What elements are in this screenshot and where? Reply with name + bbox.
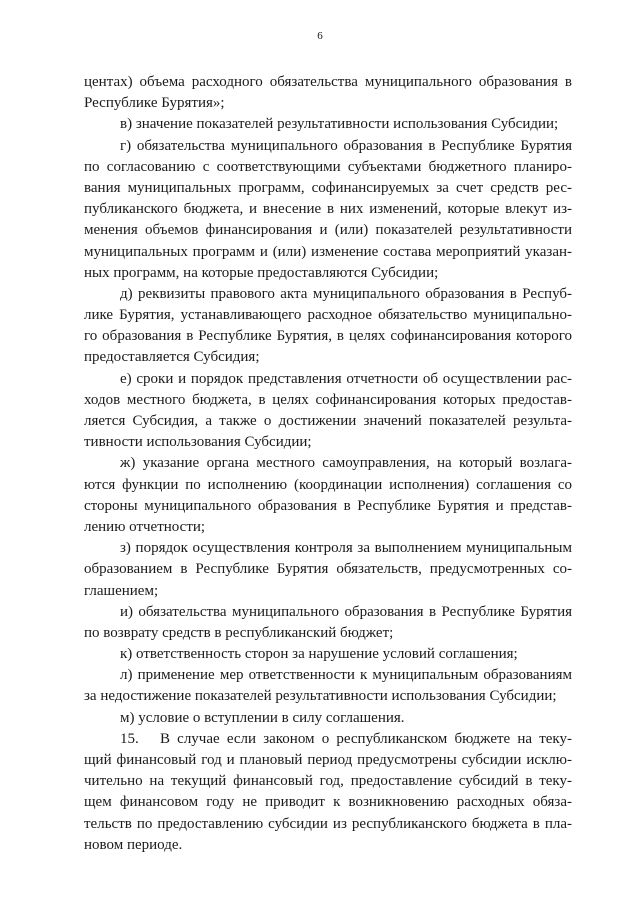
text-line [84, 708, 572, 729]
text-line [84, 411, 572, 432]
text-line-content: центах) объема расходного обязательства муниципального образования в [84, 74, 572, 90]
text-line [84, 72, 572, 93]
text-line [84, 750, 572, 771]
text-line [84, 602, 572, 623]
text-line-content: образованием в Республике Бурятия обязательств, предусмотренных со- [84, 561, 572, 578]
text-line-content: ных программ, на которые предоставляются Субсидии; [84, 264, 439, 281]
text-line [84, 496, 572, 517]
text-line-content: д) реквизиты правового акта муниципального образования в Респуб- [120, 285, 572, 302]
text-line-content: по возврату средств в республиканский бюджет; [84, 624, 394, 641]
text-line [84, 242, 572, 263]
text-line-content: за недостижение показателей результативности использования Субсидии; [84, 688, 557, 705]
text-line-content: В случае если законом о республиканском бюджете на теку- [160, 730, 572, 747]
text-line-content: е) сроки и порядок представления отчетности об осуществлении рас- [120, 370, 572, 387]
text-line-content: новом периоде. [84, 836, 183, 853]
text-line [84, 199, 572, 220]
text-line-content: стороны муниципального образования в Республике Бурятия и представ- [84, 497, 572, 514]
text-line-content: Республике Бурятия»; [84, 95, 225, 112]
text-line-content: ются функции по исполнению (координации исполнения) соглашения со [84, 476, 572, 493]
text-line [84, 835, 572, 856]
text-line-content: и) обязательства муниципального образования в Республике Бурятия [120, 603, 572, 620]
text-line [84, 284, 572, 305]
text-line [84, 326, 572, 347]
text-line [84, 220, 572, 241]
text-line [84, 305, 572, 326]
text-line-content: менения объемов финансирования и (или) показателей результативности [84, 222, 572, 239]
text-line [84, 157, 572, 178]
text-line [84, 114, 572, 135]
text-line [84, 475, 572, 496]
text-line-content: м) условие о вступлении в силу соглашения. [120, 709, 405, 726]
text-line-content: публиканского бюджета, и внесение в них изменений, которые влекут из- [84, 201, 572, 218]
text-line [84, 814, 572, 835]
text-line [84, 390, 572, 411]
text-line [84, 665, 572, 686]
text-line-content: ляется Субсидия, а также о достижении значений показателей результа- [84, 413, 572, 429]
text-line-content: в) значение показателей результативности использования Субсидии; [120, 116, 559, 133]
text-line-content: муниципальных программ и (или) изменение состава мероприятий указан- [84, 243, 572, 260]
paragraph-number: 15. [120, 730, 139, 747]
text-line-content: л) применение мер ответственности к муниципальным образованиям [120, 667, 572, 684]
text-line-content: г) обязательства муниципального образования в Республике Бурятия [120, 137, 572, 154]
text-line [84, 517, 572, 538]
document-body [84, 72, 572, 856]
text-line-content: ж) указание органа местного самоуправления, на который возлага- [120, 455, 572, 472]
text-line [84, 686, 572, 707]
text-line-content: по согласованию с соответствующими субъектами бюджетного планиро- [84, 158, 572, 175]
text-line-content: ходов местного бюджета, в целях софинансирования которых предостав- [84, 391, 572, 408]
text-line-content: лению отчетности; [84, 518, 206, 535]
text-line-content: к) ответственность сторон за нарушение условий соглашения; [120, 646, 518, 663]
text-line-content: щем финансовом году не приводит к возникновению расходных обяза- [84, 794, 572, 811]
text-line [84, 347, 572, 368]
text-line-content: тельств по предоставлению субсидии из республиканского бюджета в пла- [84, 815, 572, 832]
text-line [84, 792, 572, 813]
text-line [84, 93, 572, 114]
text-line [84, 453, 572, 474]
page-number: 6 [317, 30, 323, 42]
text-line-content: тивности использования Субсидии; [84, 434, 312, 451]
text-line [84, 559, 572, 580]
text-line-content: чительно на текущий финансовый год, предоставление субсидий в теку- [84, 773, 572, 790]
text-line [84, 263, 572, 284]
text-line-content: вания муниципальных программ, софинансируемых за счет средств рес- [84, 179, 572, 196]
text-line-content: глашением; [84, 582, 159, 599]
text-line [84, 369, 572, 390]
text-line-content: предоставляется Субсидия; [84, 349, 260, 366]
text-line [84, 644, 572, 665]
text-line [84, 623, 572, 644]
text-line [84, 581, 572, 602]
text-line-content: з) порядок осуществления контроля за выполнением муниципальным [120, 540, 572, 557]
text-line-content: го образования в Республике Бурятия, в целях софинансирования которого [84, 328, 572, 345]
text-line [84, 771, 572, 792]
text-line [84, 538, 572, 559]
text-line [84, 729, 572, 750]
text-line-content: лике Бурятия, устанавливающего расходное обязательство муниципально- [84, 307, 572, 324]
text-line [84, 136, 572, 157]
text-line [84, 178, 572, 199]
text-line-content: щий финансовый год и плановый период предусмотрены субсидии исклю- [84, 752, 572, 768]
text-line [84, 432, 572, 453]
